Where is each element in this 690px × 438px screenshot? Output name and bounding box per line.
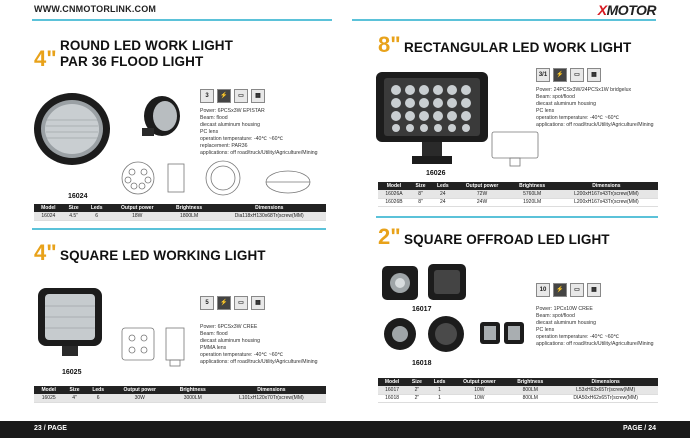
ip-rating-icon: ▦ xyxy=(251,296,265,310)
voltage-icon: ▭ xyxy=(234,89,248,103)
rect-light-photo xyxy=(372,70,492,168)
table-row: 16017 2" 1 10W 800LM L53xH63x65Tr(screw(MM) xyxy=(378,386,658,394)
round-light-side-photo xyxy=(138,94,182,140)
rect-dimension-drawings xyxy=(490,128,542,168)
round-spec-table xyxy=(34,204,326,221)
square-light-photo xyxy=(34,286,106,364)
table-row: 16025 4" 6 30W 3000LM L101xH120x70Tr(screw(MM) xyxy=(34,394,326,402)
round-section-rule xyxy=(32,228,326,230)
offroad-spec-table xyxy=(378,378,658,403)
table-header-row: Model Size Leds Output power Brightness Dimensions xyxy=(34,386,326,394)
table-header-row: Model Size Leds Output power Brightness Dimensions xyxy=(378,182,658,190)
round-model-label: 16024 xyxy=(68,193,88,200)
offroad-round-photo xyxy=(380,312,470,356)
round-title-line1: ROUND LED WORK LIGHT xyxy=(60,38,233,53)
rect-spec-table xyxy=(378,182,658,207)
table-header-row: Model Size Leds Output power Brightness Dimensions xyxy=(34,204,326,212)
square-dimension-drawings xyxy=(118,324,194,368)
bolt-icon: ⚡ xyxy=(217,296,231,310)
square-size: 4" xyxy=(34,240,57,265)
offroad-model-label-b: 16018 xyxy=(412,360,432,367)
offroad-specs: Power: 1PCx10W CREE Beam: spot/flood diecast aluminum housing PC lens operation temperature: -40℃ ~60℃ applications: off road/truck/Utility/Agriculture/Mining xyxy=(536,306,654,347)
table-row: 16024 4.5" 6 18W 1800LM Dia118xH130x68Tr(screw(MM) xyxy=(34,212,326,220)
header-rule-left xyxy=(32,19,332,21)
offroad-pair-photo xyxy=(478,318,526,348)
table-header-row: Model Size Leds Output power Brightness Dimensions xyxy=(378,378,658,386)
voltage-icon: ▭ xyxy=(570,283,584,297)
square-spec-table xyxy=(34,386,326,403)
left-page-number: 23 / PAGE xyxy=(34,425,67,432)
offroad-size: 2" xyxy=(378,224,401,249)
bolt-icon: ⚡ xyxy=(553,283,567,297)
round-title-line2: PAR 36 FLOOD LIGHT xyxy=(60,54,204,69)
round-light-photo xyxy=(32,90,112,168)
rect-model-label: 16026 xyxy=(426,170,446,177)
right-page-number: PAGE / 24 xyxy=(623,425,656,432)
rect-size: 8" xyxy=(378,32,401,57)
round-dimension-drawings xyxy=(108,158,322,198)
voltage-icon: ▭ xyxy=(234,296,248,310)
square-title: SQUARE LED WORKING LIGHT xyxy=(60,248,266,263)
offroad-title: SQUARE OFFROAD LED LIGHT xyxy=(404,232,610,247)
ip-rating-icon: ▦ xyxy=(251,89,265,103)
round-size: 4" xyxy=(34,46,57,71)
header-rule-right xyxy=(352,19,656,21)
offroad-square-photo xyxy=(380,262,470,306)
table-row: 16026A 8" 24 72W 5760LM L200xH167x43Tr(screw(MM) xyxy=(378,190,658,198)
table-row: 16018 2" 1 10W 800LM DIA50xH62x65Tr(screw(MM) xyxy=(378,394,658,402)
voltage-icon: ▭ xyxy=(570,68,584,82)
page-footer xyxy=(0,421,690,438)
bolt-icon: ⚡ xyxy=(217,89,231,103)
brand-logo: XMOTOR xyxy=(597,2,656,18)
site-url: WWW.CNMOTORLINK.COM xyxy=(34,4,157,14)
ip-rating-icon: ▦ xyxy=(587,283,601,297)
table-row: 16026B 8" 24 24W 1920LM L200xH167x43Tr(screw(MM) xyxy=(378,198,658,206)
offroad-badge-count: 10 xyxy=(536,283,550,297)
offroad-badges xyxy=(536,283,601,297)
ip-rating-icon: ▦ xyxy=(587,68,601,82)
rect-title: RECTANGULAR LED WORK LIGHT xyxy=(404,40,632,55)
rect-section-rule xyxy=(376,216,658,218)
offroad-model-label-a: 16017 xyxy=(412,306,432,313)
rect-badge-count: 3/1 xyxy=(536,68,550,82)
square-model-label: 16025 xyxy=(62,369,82,376)
round-badges xyxy=(200,89,265,103)
square-badges xyxy=(200,296,265,310)
rect-specs: Power: 24PCSx3W/24PCSx1W bridgelux Beam: spot/flood diecast aluminum housing PC lens operation temperature: -40℃ ~60℃ applications: off road/truck/Utility/Agriculture/Mining xyxy=(536,87,654,128)
page-header xyxy=(0,0,690,20)
round-badge-count: 3 xyxy=(200,89,214,103)
rect-badges xyxy=(536,68,601,82)
bolt-icon: ⚡ xyxy=(553,68,567,82)
round-specs: Power: 6PCSx3W EPISTAR Beam: flood diecast aluminum housing PC lens operation temperature: -40℃ ~60℃ replacement: PAR36 applications: off road/truck/Utility/Agriculture/Mining xyxy=(200,108,318,156)
square-specs: Power: 6PCSx3W CREE Beam: flood diecast aluminum housing PMMA lens operation temperature: -40℃ ~60℃ applications: off road/truck/Utility/Agriculture/Mining xyxy=(200,324,318,365)
square-badge-count: 5 xyxy=(200,296,214,310)
